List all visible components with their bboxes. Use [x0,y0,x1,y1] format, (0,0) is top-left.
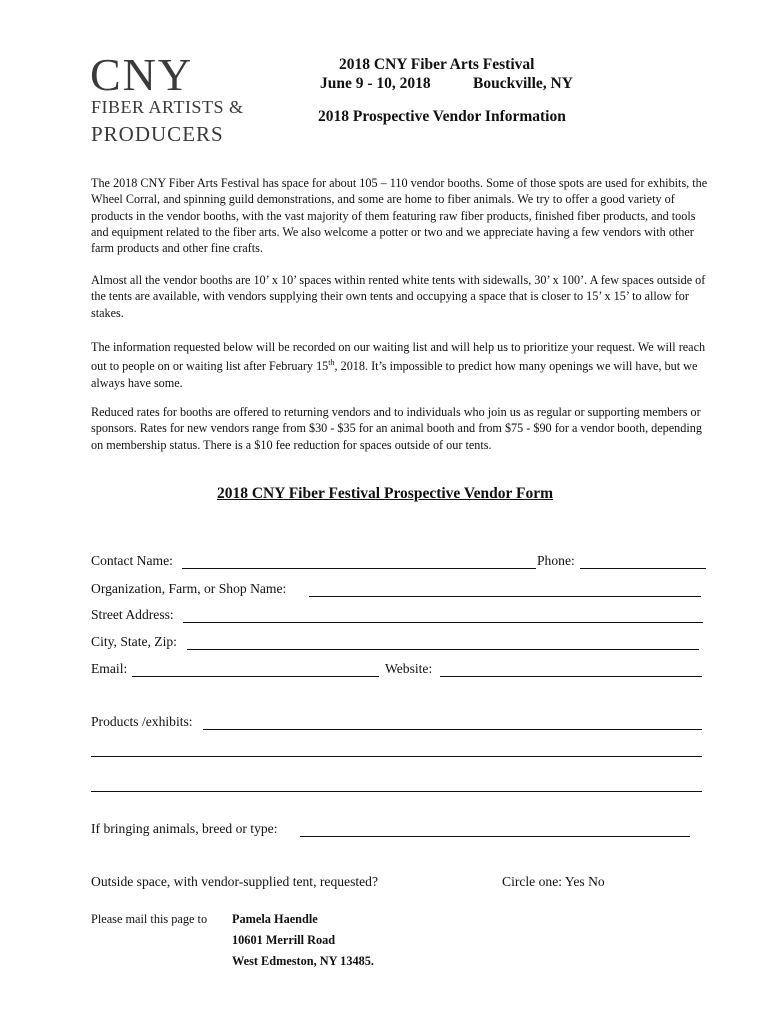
form-title: 2018 CNY Fiber Festival Prospective Vendor Form [216,485,554,502]
email-field[interactable] [132,676,379,677]
products-label: Products /exhibits: [91,714,193,729]
circle-yes-no[interactable]: Circle one: Yes No [502,874,605,889]
logo-cny: CNY [90,49,194,100]
p3-text-after: , 2018. It’s impossible to predict how many openings we will have, but we always have some. [91,359,698,390]
paragraph-rates: Reduced rates for booths are offered to returning vendors and to individuals who join us as regular or supporting members or sponsors. Rates for new vendors range from $30 - $35 for an animal booth and from $75 - $90 for a vendor booth, depending on membership status. There is a $10 fee reduction for spaces outside of our tents. [91,405,702,452]
products-field-line2[interactable] [91,756,702,757]
logo-line3: PRODUCERS [91,122,224,146]
paragraph-tents: Almost all the vendor booths are 10’ x 10’ spaces within rented white tents with sidewalls, 30’ x 100’. A few spaces outside of the tents are available, with vendors supplying their own tents and occupying a space that is closer to 15’ x 15’ to allow for stakes. [91,273,706,320]
festival-dates: June 9 - 10, 2018 [320,75,431,92]
phone-field[interactable] [580,568,706,569]
paragraph-waiting-list [91,339,711,391]
products-field-line3[interactable] [91,791,702,792]
p3-text-before: The information requested below will be recorded on our waiting list and will help us to prioritize your request. We will reach out to people on or waiting list after February 15 [91,340,706,374]
animals-label: If bringing animals, breed or type: [91,821,278,836]
phone-label: Phone: [537,553,575,568]
festival-title: 2018 CNY Fiber Arts Festival [339,56,535,73]
organization-label: Organization, Farm, or Shop Name: [91,581,287,596]
mail-city: West Edmeston, NY 13485. [232,954,374,968]
animals-field[interactable] [300,836,690,837]
mail-name: Pamela Haendle [232,912,318,926]
document-subtitle: 2018 Prospective Vendor Information [318,108,566,125]
city-state-zip-field[interactable] [187,649,699,650]
website-field[interactable] [440,676,702,677]
email-label: Email: [91,661,128,676]
p3-superscript: th [328,358,335,368]
city-state-zip-label: City, State, Zip: [91,634,177,649]
street-address-field[interactable] [183,622,703,623]
contact-name-label: Contact Name: [91,553,173,568]
products-field-line1[interactable] [203,729,702,730]
festival-location: Bouckville, NY [473,75,573,92]
organization-field[interactable] [309,596,701,597]
logo-line2: FIBER ARTISTS & [91,97,244,117]
street-address-label: Street Address: [91,607,174,622]
contact-name-field[interactable] [182,568,536,569]
mail-intro: Please mail this page to [91,912,208,926]
mail-street: 10601 Merrill Road [232,933,336,947]
outside-space-label: Outside space, with vendor-supplied tent, requested? [91,874,379,889]
website-label: Website: [385,661,433,676]
paragraph-booths: The 2018 CNY Fiber Arts Festival has space for about 105 – 110 vendor booths. Some of those spots are used for exhibits, the Wheel Corral, and spinning guild demonstrations, and some are home to fiber animals. We try to offer a good variety of products in the vendor booths, with the vast majority of them featuring raw fiber products, finished fiber products, and tools and equipment related to the fiber arts. We also welcome a potter or two and we appreciate having a few vendors with other farm products and other fine crafts. [91,176,708,256]
